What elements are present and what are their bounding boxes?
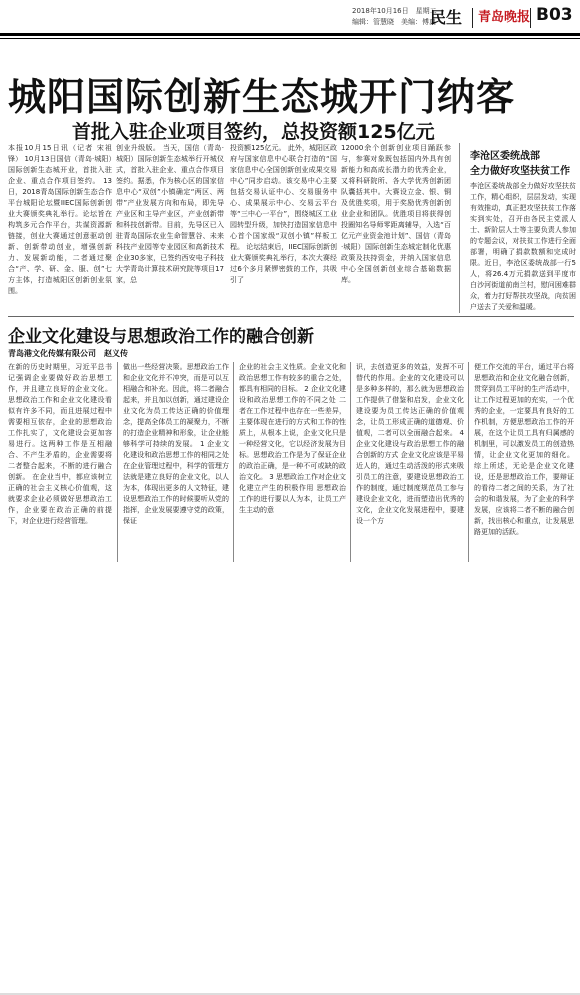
- sidebar-title: [470, 149, 578, 179]
- page-number: B03: [536, 5, 573, 25]
- sidebar-title-line: 李沧区委统战部: [470, 151, 540, 162]
- sidebar-body: 李沧区委统战部全力做好攻坚扶贫工作，精心组织，层层发动，实现有效推动，真正把攻坚扶贫工作落实到实处，召开由各民主党派人士、新阶层人士等主要负责人参加的专题会议，对扶贫工作进行全面部署，明确了捐款数额和完成时限。近日，李沧区委统战部一行5人，将26.4万元捐款送到平度市白沙河街道前南兰村，慰问困难群众，着力打好帮扶攻坚战，向贫困户送去了关爱和温暖。: [470, 182, 576, 311]
- article-column: 本报10月15日讯（记者 宋祖锋） 10月13日国信（青岛·城阳）国际创新生态城开业，首批入驻企业、重点合作项目签约。 13日，2018青岛国际创新生态合作平台城阳论坛暨IIEC国际创新创业大赛颁奖典礼举行。论坛旨在构筑多元合作平台，共谋资源新链接，创业大赛通过创意驱动创新、创新带动创业，增强创新力、发展新动能，二者通过聚合“产、学、研、金、服、创”七方主体，打造城阳区创新创业氛围。: [8, 144, 112, 295]
- section-divider: [8, 316, 574, 317]
- article-column: 企业的社会主义性质。企业文化和政治思想工作有较多的重合之处，都具有相同的目标。 2 企业文化建设和政治思想工作的不同之处 二者在工作过程中也存在一些差异，主要体现在进行的方式和工作的性质上，从根本上说，企业文化只是一种经营文化，它以经济发展为目标。思想政治工作是为了保证企业的政治正确，是一种不可或缺的政治文化。 3 思想政治工作对企业文化建立产生的积极作用 思想政治工作的进行要以人为本，让员工产生主动的意: [239, 363, 346, 514]
- article-column: 投资额125亿元。 此外，城阳区政府与国家信息中心联合打造的“国家信息中心全国创新创业成果交易中心”同步启动。该交易中心主要包括交易认证中心、交易服务中心、成果展示中心、交易云平台等“三中心一平台”，围绕城区工业园转型升级，加快打造国家信息中心首个国家级“双创小镇”样板工程。 论坛结束后，IIEC国际创新创业大赛颁奖典礼举行，本次大赛经过6个多月紧锣密鼓的工作，共吸引了: [230, 144, 337, 284]
- header-divider: [530, 8, 531, 28]
- column-divider: [233, 362, 234, 562]
- article-column: 识，去创造更多的效益，发挥不可替代的作用。企业的文化建设可以是多种多样的，那么就为思想政治工作提供了借鉴和启发，企业文化建设要为员工传达正确的价值观念，让员工形成正确的道德观、价值观，二者可以全面融合起来。 4 企业文化建设与政治思想工作的融合创新的方式 企业文化应该是平易近人的，通过生动活泼的形式来吸引员工的注意，要建设思想政治工作的制度，通过制度规范员工参与建设企业文化，进而塑造出优秀的文化，企业文化发展进程中，要建设一个方: [356, 363, 464, 525]
- article-column: 便工作交流的平台，通过平台将思想政治和企业文化融合创新，贯穿到员工平时的生产活动中，让工作过程更加的充实，一个优秀的企业，一定要具有良好的工作机制，方便思想政治工作的开展，在这个让员工具有归属感的机制里，可以激发员工的创造热情，让企业文化更加的细化。 综上所述，无论是企业文化建设，还是思想政治工作，要辩证的看待二者之间的关系，为了社会的和谐发展，为了企业的科学发展，应该将二者不断的融合创新，找出核心和重点，让发展思路更加的活跃。: [474, 363, 574, 536]
- article-headline: 城阳国际创新生态城开门纳客: [8, 75, 516, 119]
- article-column: 做出一些经营决策。思想政治工作和企业文化并不冲突，而是可以互相融合和补充。因此，将二者融合起来，并且加以创新，通过建设企业文化为员工传达正确的价值理念，提高全体员工的凝聚力，不断的打造企业精神和形象，让企业能够科学可持续的发展。 1 企业文化建设和政治思想工作的相同之处 在企业管理过程中，科学的管理方法就是建立良好的企业文化，以人为本，体现出更多的人文特征，建设思想政治工作的时候要听从党的指挥，企业发展要遵守党的政策，保证: [123, 363, 229, 525]
- issue-date: 2018年10月16日 星期二: [352, 7, 437, 15]
- header-divider: [472, 8, 473, 28]
- newspaper-logo: 青岛晚报: [478, 10, 531, 25]
- section-name: 民生: [430, 8, 463, 27]
- header-rule: [0, 33, 580, 36]
- article-column: 创业升级版。 当天，国信（青岛·城阳）国际创新生态城举行开城仪式，首批入驻企业、重点合作项目签约。据悉，作为核心区的国家信息中心“双创”小镇确定“两区、两带”产业发展方向和布局，即先导产业区和主导产业区，产业创新带和科技创新带。目前，先导区已入驻青岛国际农业生命智慧谷、未来科技产业园等专业园区和高新技术企业30多家，已签约西安电子科技大学青岛计算技术研究院等项目17家，总: [116, 144, 224, 284]
- column-divider: [459, 143, 460, 313]
- article-title: 企业文化建设与思想政治工作的融合创新: [8, 327, 314, 347]
- sidebar-title-line: 全力做好攻坚扶贫工作: [470, 166, 570, 177]
- editor-credits: 编辑：管慧晓 美编：傅真: [352, 18, 436, 26]
- article-byline: 青岛港文化传媒有限公司 赵义传: [8, 349, 128, 358]
- article-column: 12000余个创新创业项目踊跃参与，参赛对象既包括国内外具有创新能力和高成长潜力的优秀企业，又将科研院所、各大学优秀创新团队囊括其中。大赛设立金、银、铜及优胜奖项，用于奖励优秀创新创业企业和团队。优胜项目将获得创投圈知名导师零距离辅导，入选“百亿元产业资金池计划”、国信（青岛·城阳）国际创新生态城定制化优惠政策及扶持资金，并纳入国家信息中心全国创新创业综合基础数据库。: [341, 144, 451, 284]
- article-column: 在新的历史时期里，习近平总书记强调企业要做好政治思想工作，并且建立良好的企业文化。思想政治工作和企业文化建设看似有许多不同，而且进展过程中需要相互依存，企业的思想政治工作扎实了，文化建设会更加容易进行。这两种工作是互相融合、不产生矛盾的，企业需要将二者整合起来，不断的进行融合创新。 在企业当中，都应该树立正确的社会主义核心价值观，这就要求企业必须做好思想政治工作，企业要在政治正确的前提下，对企业进行经营管理。: [8, 363, 112, 525]
- header-rule-thin: [0, 38, 580, 39]
- column-divider: [117, 362, 118, 562]
- column-divider: [350, 362, 351, 562]
- article-subheadline: 首批入驻企业项目签约，总投资额125亿元: [72, 121, 435, 143]
- column-divider: [468, 362, 469, 562]
